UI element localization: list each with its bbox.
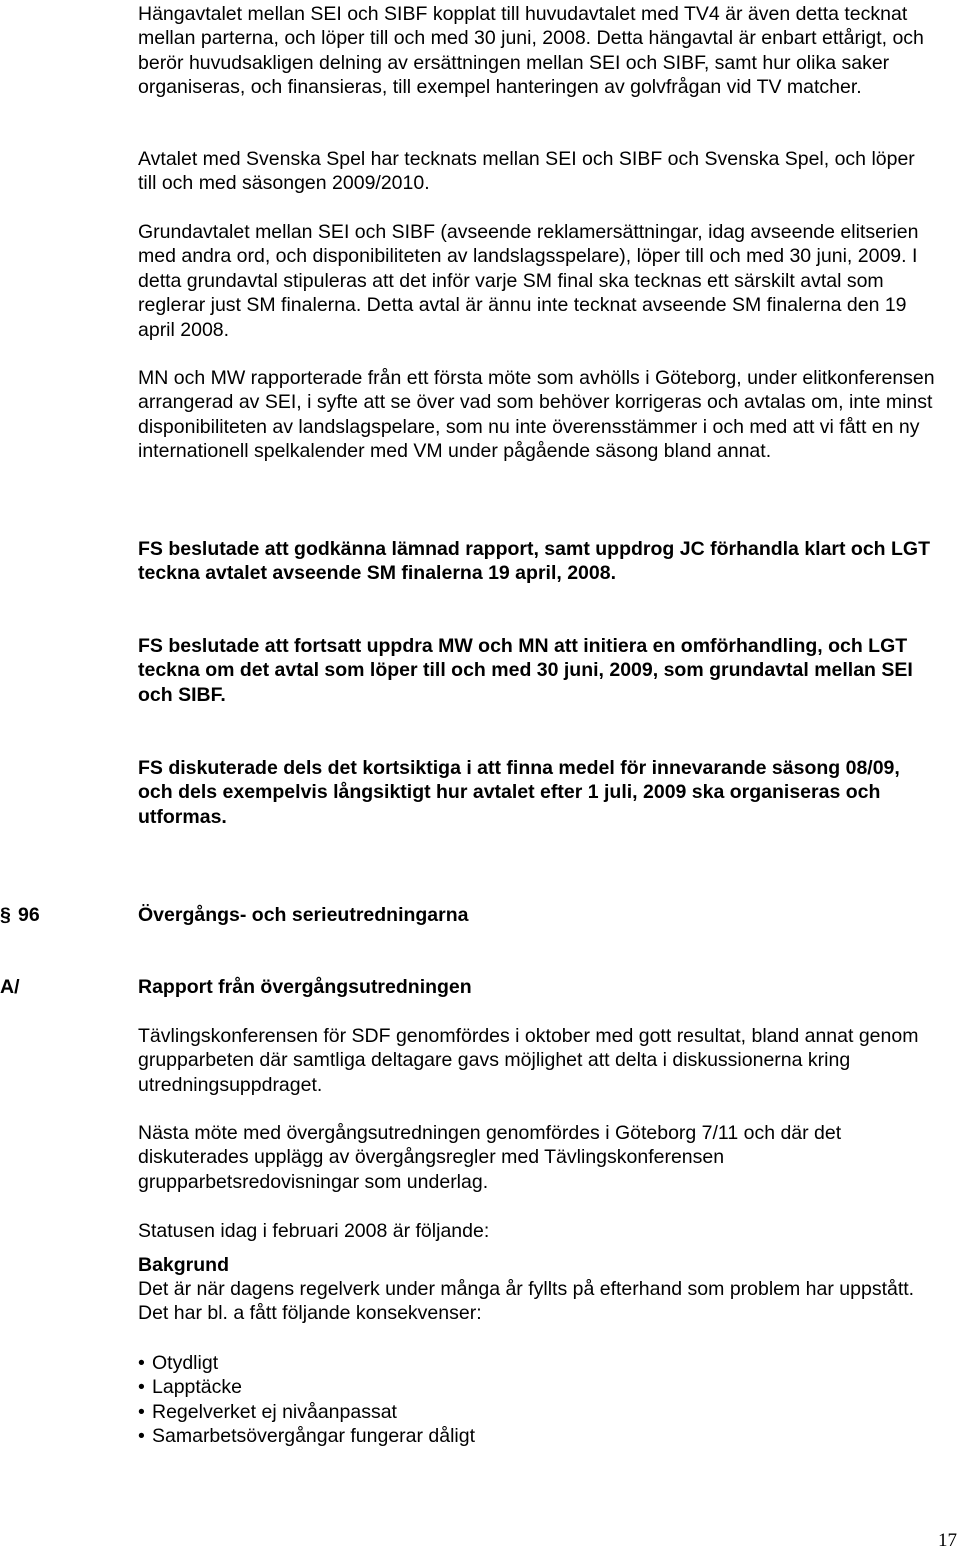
paragraph-hangavtal: Hängavtalet mellan SEI och SIBF kopplat till huvudavtalet med TV4 är även detta tecknat mellan parterna, och löper till och med 30 juni, 2008. Detta hängavtal är enbart ettårigt, och berör huvudsakligen delning av ersättningen mellan SEI och SIBF, samt hur olika saker organiseras, och finansieras, till exempel hanteringen av golvfrågan vid TV matcher. [138,3,924,99]
consequence-list [138,1351,475,1449]
list-item: • Samarbetsövergångar fungerar dåligt [138,1424,475,1448]
paragraph-nasta-mote: Nästa möte med övergångsutredningen genomfördes i Göteborg 7/11 och där det diskuterades upplägg av övergångsregler med Tävlingskonferensen grupparbetsredovisningar som underlag. [138,1122,842,1193]
subsection-title: Rapport från övergångsutredningen [138,976,472,998]
paragraph-grundavtal: Grundavtalet mellan SEI och SIBF (avseende reklamersättningar, idag avseende elitserien med andra ord, och disponibiliteten av landslagsspelare), löper till och med 30 juni, 2009. I detta grundavtal stipuleras att det inför varje SM final ska tecknas ett särskilt avtal som reglerar just SM finalerna. Detta avtal är ännu inte tecknat avseende SM finalerna den 19 april 2008. [138,221,919,341]
list-item: • Lapptäcke [138,1375,475,1399]
paragraph-svenska-spel: Avtalet med Svenska Spel har tecknats mellan SEI och SIBF och Svenska Spel, och löper till och med säsongen 2009/2010. [138,148,915,195]
list-item: • Otydligt [138,1351,475,1375]
section-number: 96 [18,904,40,926]
paragraph-status: Statusen idag i februari 2008 är följande: [138,1220,490,1242]
section-mark: § [0,904,11,926]
paragraph-mn-mw-report: MN och MW rapporterade från ett första möte som avhölls i Göteborg, under elitkonferensen arrangerad av SEI, i syfte att se över vad som behöver korrigeras och avtalas om, inte minst disponibiliteten av landslagspelare, som nu inte överensstämmer i och med att vi fått en ny internationell spelkalender med VM under pågående säsong bland annat. [138,367,935,463]
decision-2: FS beslutade att fortsatt uppdra MW och MN att initiera en omförhandling, och LGT teckna om det avtal som löper till och med 30 juni, 2009, som grundavtal mellan SEI och SIBF. [138,635,913,706]
list-item: • Regelverket ej nivåanpassat [138,1400,475,1424]
page-number: 17 [938,1530,957,1551]
subsection-letter: A/ [0,976,20,998]
decision-3: FS diskuterade dels det kortsiktiga i att finna medel för innevarande säsong 08/09, och dels exempelvis långsiktigt hur avtalet efter 1 juli, 2009 ska organiseras och utformas. [138,757,900,828]
decision-1: FS beslutade att godkänna lämnad rapport, samt uppdrog JC förhandla klart och LGT teckna avtalet avseende SM finalerna 19 april, 2008. [138,538,931,585]
paragraph-bakgrund: Det är när dagens regelverk under många år fyllts på efterhand som problem har uppstått. Det har bl. a fått följande konsekvenser: [138,1278,915,1325]
paragraph-tavlingskonferens: Tävlingskonferensen för SDF genomfördes i oktober med gott resultat, bland annat genom grupparbeten där samtliga deltagare gavs möjlighet att delta i diskussionerna kring utredningsuppdraget. [138,1025,919,1096]
section-title: Övergångs- och serieutredningarna [138,904,469,926]
heading-bakgrund: Bakgrund [138,1254,230,1276]
